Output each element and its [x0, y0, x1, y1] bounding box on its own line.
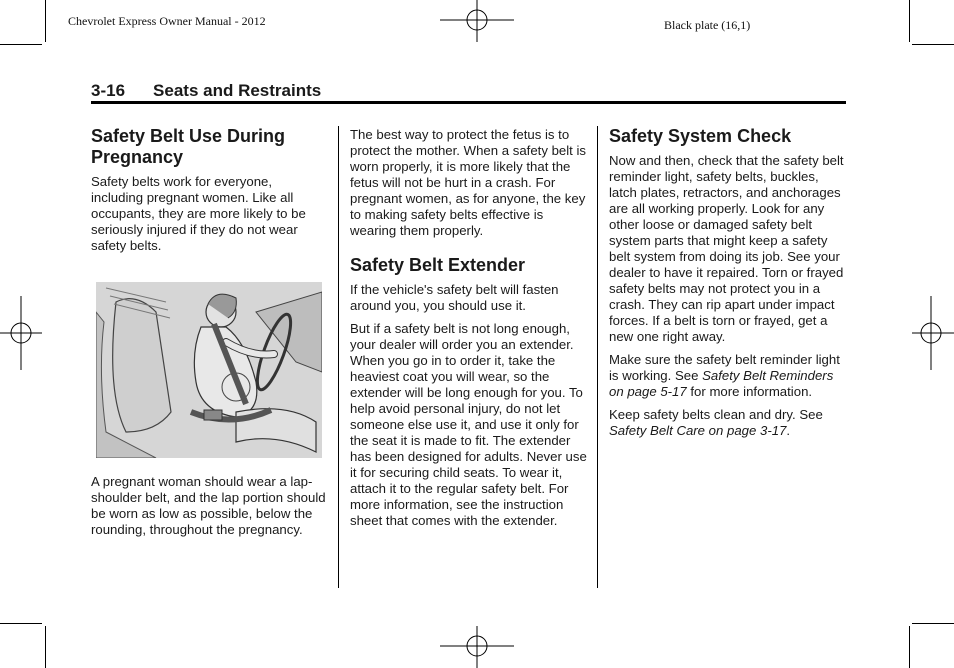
crop-mark: [909, 626, 910, 668]
paragraph: A pregnant woman should wear a lap-shoulder belt, and the lap portion should be worn as low as possible, below the rounding, throughout the pregnancy.: [91, 474, 326, 537]
paragraph: The best way to protect the fetus is to protect the mother. When a safety belt is worn properly, it is more likely that the fetus will not be hurt in a crash. For pregnant women, as for anyone, the key to making safety belts effective is wearing them properly.: [350, 127, 587, 238]
section-name: Seats and Restraints: [153, 81, 322, 100]
pregnant-woman-seatbelt-illustration: [96, 282, 322, 458]
crop-mark: [0, 44, 42, 45]
column-divider: [597, 126, 598, 588]
crop-mark: [912, 623, 954, 624]
paragraph: [609, 352, 849, 400]
column-3: [609, 126, 849, 446]
paragraph: But if a safety belt is not long enough, your dealer will order you an extender. When you go in to order it, take the heaviest coat you will wear, so the extender will be long enough for you. To help avoid personal injury, do not let someone else use it, and use it only for the seat it is made to fit. The extender has been designed for adults. Never use it for securing child seats. To wear it, attach it to the regular safety belt. For more information, see the instruction sheet that comes with the extender.: [350, 321, 587, 528]
text: for more information.: [686, 384, 813, 399]
cross-reference-link[interactable]: Safety Belt Reminders on page 5-17: [609, 368, 834, 399]
heading-extender: Safety Belt Extender: [350, 255, 526, 275]
registration-mark-top: [440, 0, 514, 44]
page-number: 3-16: [91, 81, 126, 100]
crop-mark: [912, 44, 954, 45]
section-rule: [91, 101, 846, 104]
heading-pregnancy: Safety Belt Use During Pregnancy: [91, 126, 286, 167]
manual-title: Chevrolet Express Owner Manual - 2012: [68, 14, 266, 28]
paragraph: If the vehicle's safety belt will fasten around you, you should use it.: [350, 282, 559, 313]
crop-mark: [909, 0, 910, 42]
column-1-lower: [91, 474, 327, 545]
registration-mark-left: [0, 296, 42, 370]
crop-mark: [45, 626, 46, 668]
crop-mark: [0, 623, 42, 624]
section-header: [91, 81, 846, 101]
crop-mark: [45, 0, 46, 42]
heading-system-check: Safety System Check: [609, 126, 792, 146]
registration-mark-bottom: [440, 624, 514, 668]
text: Keep safety belts clean and dry. See: [609, 407, 823, 422]
column-divider: [338, 126, 339, 588]
text: Make sure the safety belt reminder light is working. See: [609, 352, 840, 383]
paragraph: [609, 407, 849, 439]
paragraph: Safety belts work for everyone, including pregnant women. Like all occupants, they are more likely to be seriously injured if they do not wear safety belts.: [91, 174, 306, 253]
registration-mark-right: [912, 296, 954, 370]
column-1: [91, 126, 327, 261]
plate-label: Black plate (16,1): [664, 18, 751, 32]
text: .: [786, 423, 791, 438]
paragraph: Now and then, check that the safety belt reminder light, safety belts, buckles, latch plates, retractors, and anchorages are all working properly. Look for any other loose or damaged safety belt system parts that might keep a safety belt system from doing its job. See your dealer to have it repaired. Torn or frayed safety belts may not protect you in a crash. They can rip apart under impact forces. If a belt is torn or frayed, get a new one right away.: [609, 153, 844, 344]
column-2: [350, 127, 590, 536]
cross-reference-link[interactable]: Safety Belt Care on page 3-17: [609, 423, 787, 438]
